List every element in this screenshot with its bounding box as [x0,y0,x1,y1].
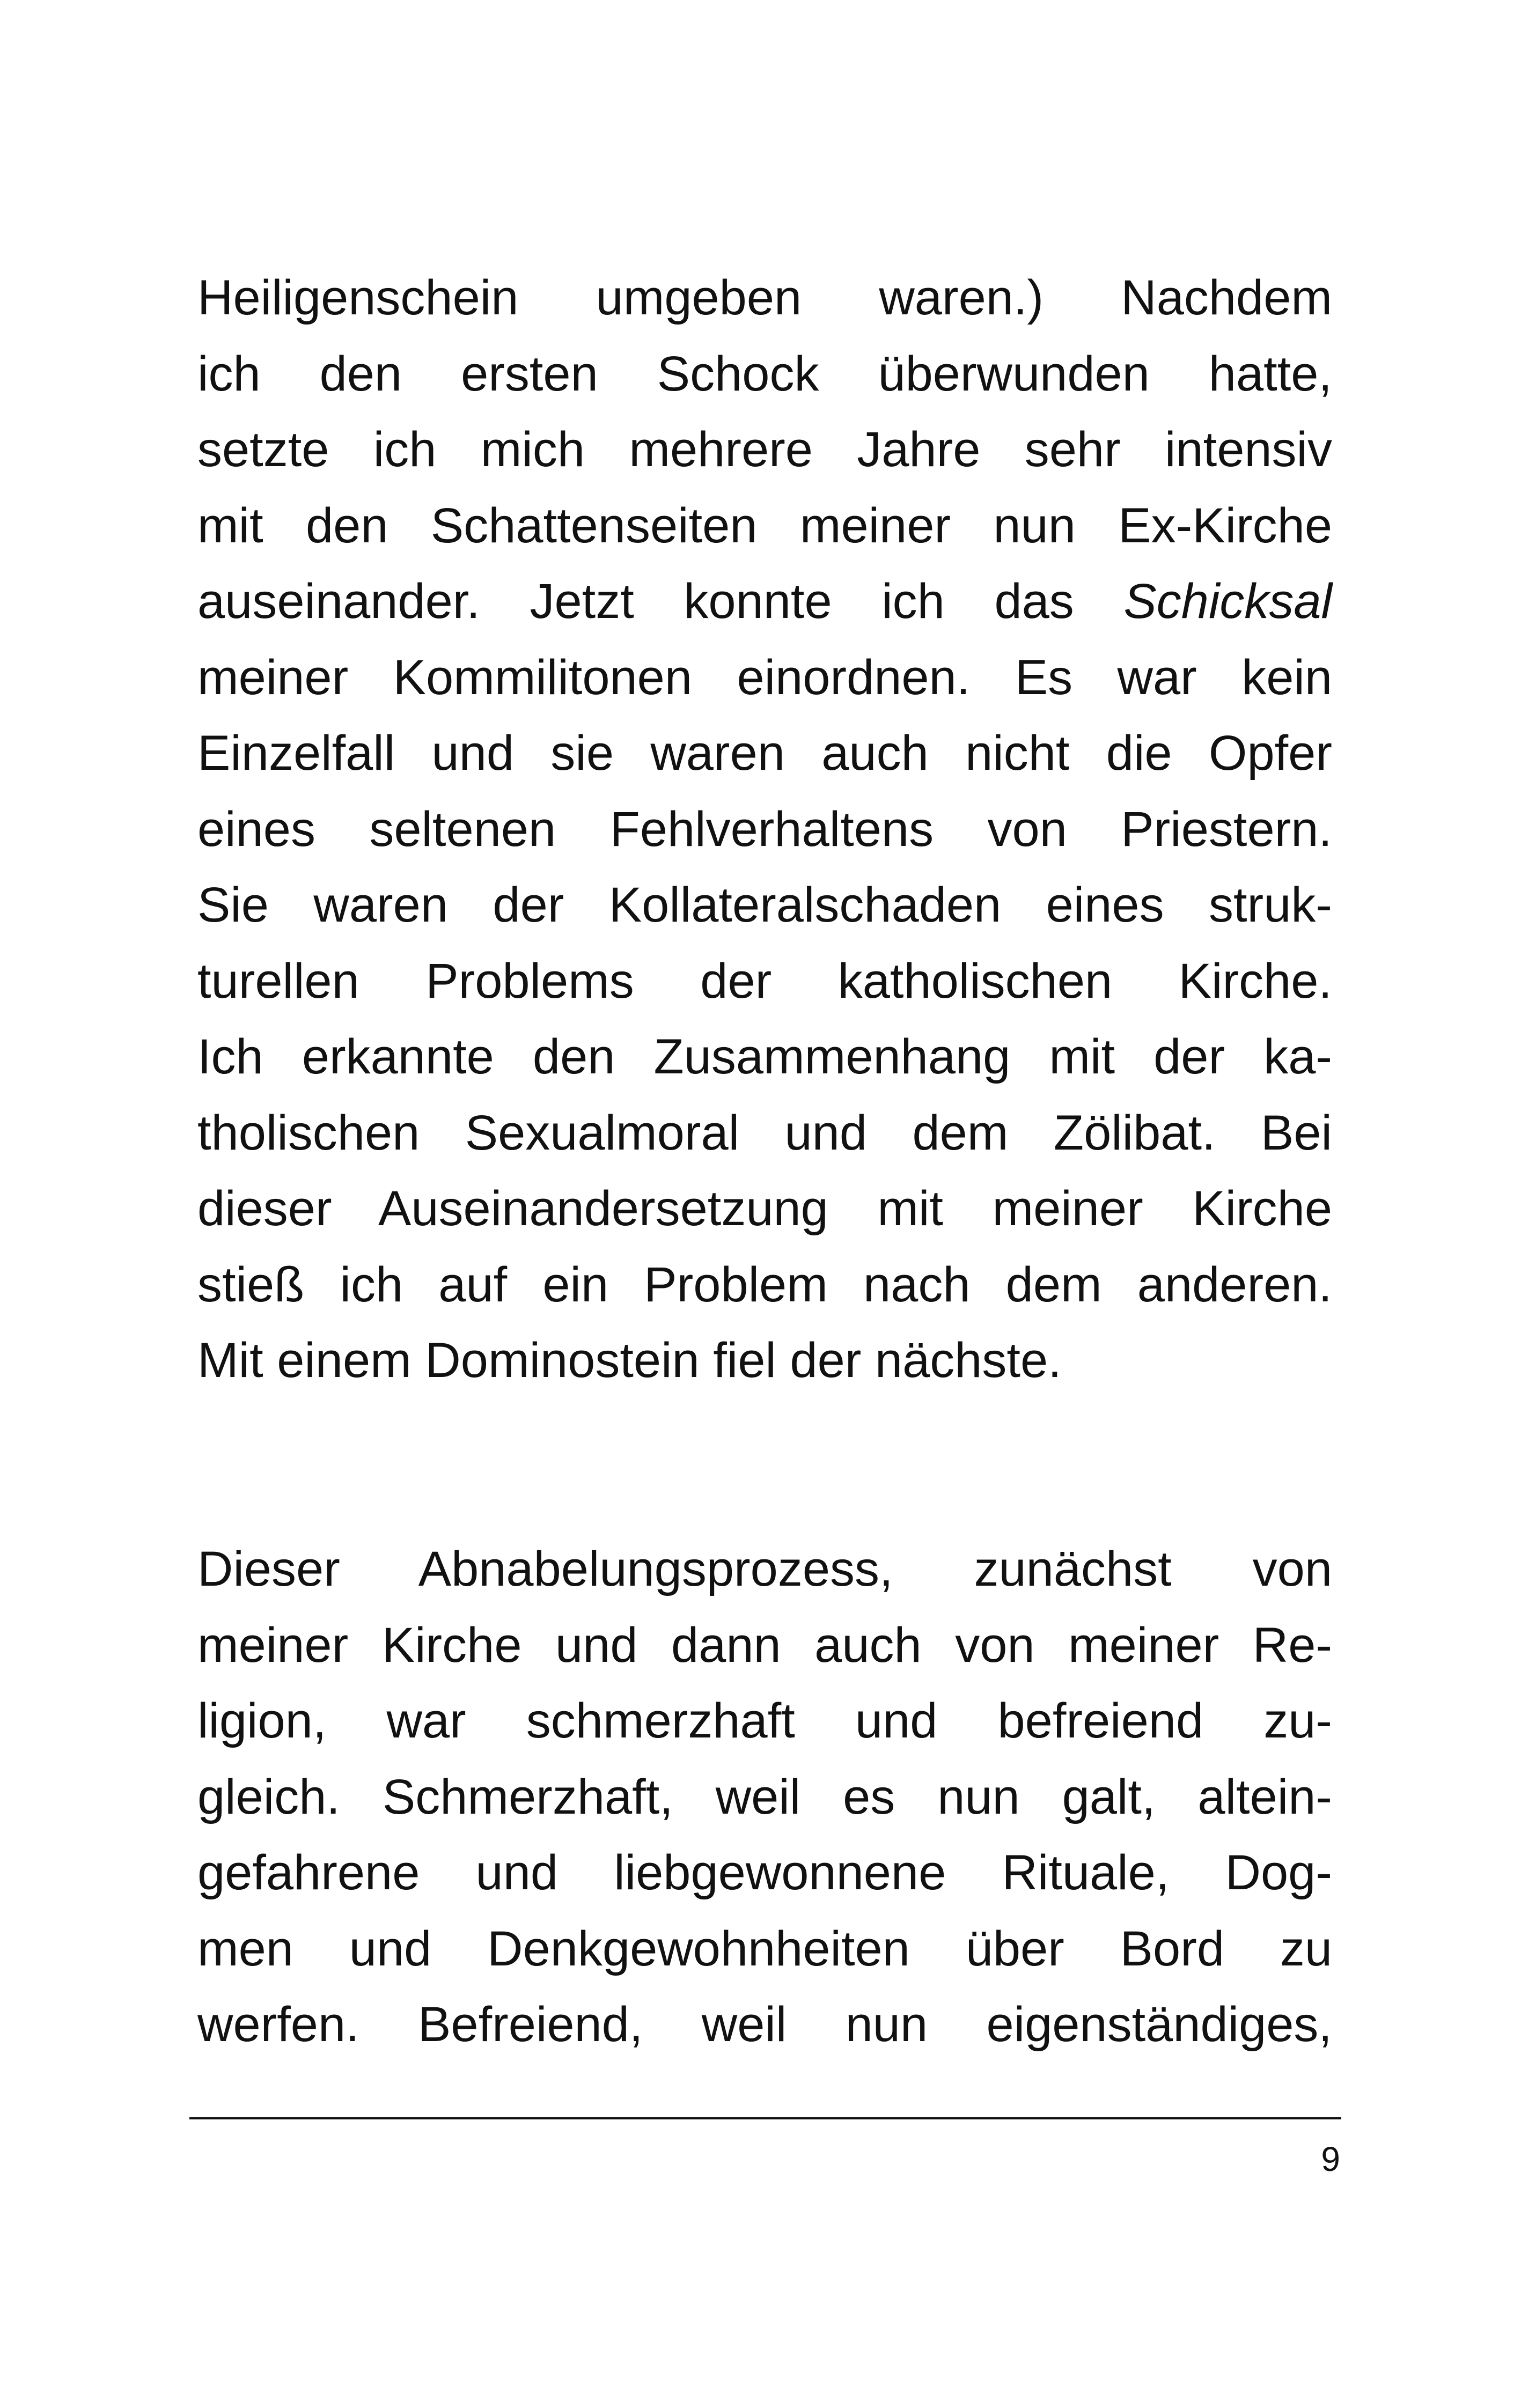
text-line: Sie waren der Kollateralschaden eines struk- [197,878,1332,932]
text-line: Dieser Abnabelungsprozess, zunächst von [197,1542,1332,1596]
text-line-segment: auseinander. Jetzt konnte ich das [197,574,1074,629]
text-line: turellen Problems der katholischen Kirche. [197,953,1332,1008]
text-line: tholischen Sexualmoral und dem Zölibat. Bei [197,1105,1332,1160]
text-line: meiner Kirche und dann auch von meiner Re- [197,1617,1332,1673]
text-line: Einzelfall und sie waren auch nicht die Opfer [197,726,1332,780]
text-line: meiner Kommilitonen einordnen. Es war kein [197,650,1332,705]
text-line: werfen. Befreiend, weil nun eigenständiges, [197,1997,1332,2052]
text-line: Heiligenschein umgeben waren.) Nachdem [197,270,1332,325]
text-line: ich den ersten Schock überwunden hatte, [197,346,1332,401]
page-number: 9 [1321,2140,1340,2178]
text-line: ligion, war schmerzhaft und befreiend zu- [197,1693,1332,1748]
paragraph-2 [197,1531,1332,2063]
text-line: gleich. Schmerzhaft, weil es nun galt, altein- [197,1769,1332,1824]
text-line: Ich erkannte den Zusammenhang mit der ka- [197,1029,1332,1084]
text-line: eines seltenen Fehlverhaltens von Priestern. [197,801,1332,857]
text-line: Mit einem Dominostein fiel der nächste. [197,1333,1062,1388]
text-line: mit den Schattenseiten meiner nun Ex-Kirche [197,498,1332,553]
text-line: setzte ich mich mehrere Jahre sehr intensiv [197,422,1332,477]
italic-word: Schicksal [1123,574,1332,629]
text-line: stieß ich auf ein Problem nach dem anderen. [197,1257,1332,1312]
text-line: gefahrene und liebgewonnene Rituale, Dog- [197,1845,1332,1900]
footer-rule [189,2117,1341,2119]
paragraph-1 [197,260,1332,1399]
text-line: dieser Auseinandersetzung mit meiner Kirche [197,1181,1332,1236]
text-line-with-italic [197,564,1332,640]
text-line: men und Denkgewohnheiten über Bord zu [197,1921,1332,1976]
